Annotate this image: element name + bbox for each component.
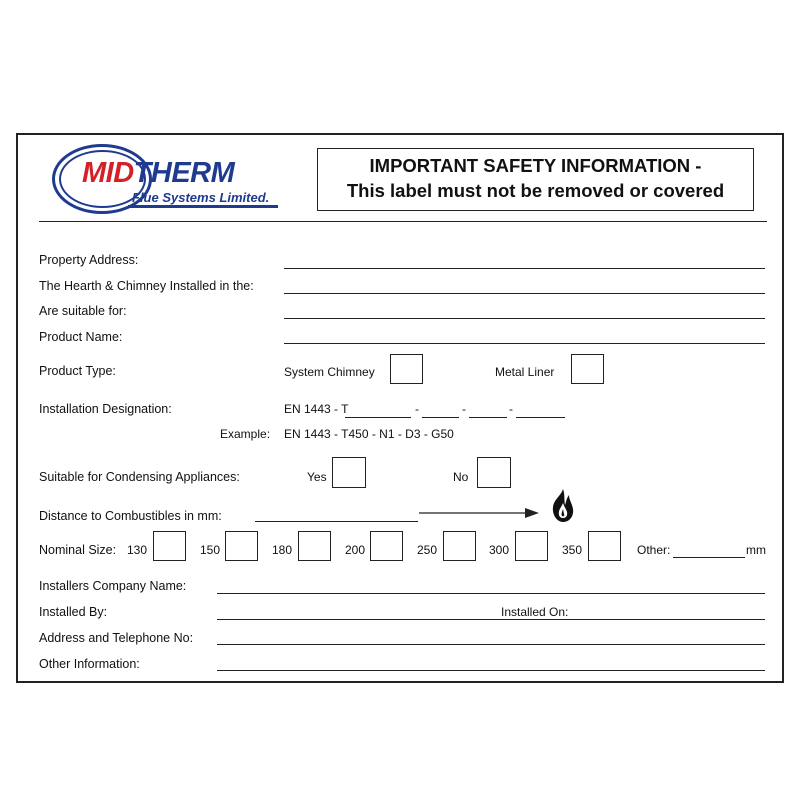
safety-header-line1: IMPORTANT SAFETY INFORMATION - — [369, 155, 702, 176]
header-divider — [39, 221, 767, 222]
designation-prefix: EN 1443 - T — [284, 402, 349, 416]
designation-d-line[interactable] — [469, 417, 507, 418]
address-telephone-label: Address and Telephone No: — [39, 631, 194, 645]
size-checkbox-200[interactable] — [370, 531, 403, 561]
condensing-no-checkbox[interactable] — [477, 457, 511, 488]
condensing-yes-label: Yes — [307, 470, 327, 484]
example-label: Example: — [220, 427, 271, 441]
designation-dash-1: - — [415, 402, 419, 416]
distance-line[interactable] — [255, 521, 418, 522]
logo-wordmark — [82, 159, 234, 188]
product-type-label: Product Type: — [39, 364, 116, 378]
product-name-label: Product Name: — [39, 330, 123, 344]
safety-label — [16, 133, 784, 683]
product-name-line[interactable] — [284, 343, 765, 344]
other-size-label: Other: — [637, 543, 671, 557]
condensing-no-label: No — [453, 470, 469, 484]
other-size-line[interactable] — [673, 557, 745, 558]
size-label-250: 250 — [417, 543, 438, 557]
size-checkbox-130[interactable] — [153, 531, 186, 561]
suitable-for-label: Are suitable for: — [39, 304, 127, 318]
logo-subtitle: Flue Systems Limited. — [132, 190, 270, 205]
installed-by-label: Installed By: — [39, 605, 108, 619]
flame-icon — [548, 488, 578, 524]
installers-company-line[interactable] — [217, 593, 765, 594]
installed-on-label: Installed On: — [501, 605, 569, 619]
installed-by-line[interactable] — [217, 619, 765, 620]
size-label-180: 180 — [272, 543, 293, 557]
hearth-chimney-line[interactable] — [284, 293, 765, 294]
designation-dash-2: - — [462, 402, 466, 416]
safety-header-box — [317, 148, 754, 211]
size-label-300: 300 — [489, 543, 510, 557]
hearth-chimney-label: The Hearth & Chimney Installed in the: — [39, 279, 254, 293]
nominal-size-label: Nominal Size: — [39, 543, 117, 557]
other-information-label: Other Information: — [39, 657, 140, 671]
size-checkbox-350[interactable] — [588, 531, 621, 561]
logo-letters-therm: THERM — [133, 157, 235, 189]
example-value: EN 1443 - T450 - N1 - D3 - G50 — [284, 427, 454, 441]
property-address-line[interactable] — [284, 268, 765, 269]
system-chimney-checkbox[interactable] — [390, 354, 423, 384]
logo-underline — [128, 205, 278, 208]
installers-company-label: Installers Company Name: — [39, 579, 187, 593]
metal-liner-checkbox[interactable] — [571, 354, 604, 384]
size-checkbox-250[interactable] — [443, 531, 476, 561]
other-size-unit: mm — [746, 543, 766, 557]
property-address-label: Property Address: — [39, 253, 139, 267]
condensing-label: Suitable for Condensing Appliances: — [39, 470, 240, 484]
designation-g-line[interactable] — [516, 417, 565, 418]
size-label-200: 200 — [345, 543, 366, 557]
logo-letters-id: ID — [105, 157, 134, 189]
size-label-130: 130 — [127, 543, 148, 557]
company-logo — [18, 135, 308, 220]
designation-t-line[interactable] — [345, 417, 411, 418]
size-checkbox-180[interactable] — [298, 531, 331, 561]
installation-designation-label: Installation Designation: — [39, 402, 172, 416]
safety-header-line2: This label must not be removed or covered — [346, 179, 725, 201]
system-chimney-label: System Chimney — [284, 365, 375, 379]
distance-arrow — [419, 507, 541, 519]
logo-letter-m: M — [82, 157, 106, 189]
condensing-yes-checkbox[interactable] — [332, 457, 366, 488]
address-telephone-line[interactable] — [217, 644, 765, 645]
size-checkbox-150[interactable] — [225, 531, 258, 561]
designation-dash-3: - — [509, 402, 513, 416]
other-information-line[interactable] — [217, 670, 765, 671]
designation-n-line[interactable] — [422, 417, 459, 418]
suitable-for-line[interactable] — [284, 318, 765, 319]
metal-liner-label: Metal Liner — [495, 365, 555, 379]
distance-label: Distance to Combustibles in mm: — [39, 509, 222, 523]
size-checkbox-300[interactable] — [515, 531, 548, 561]
size-label-150: 150 — [200, 543, 221, 557]
size-label-350: 350 — [562, 543, 583, 557]
